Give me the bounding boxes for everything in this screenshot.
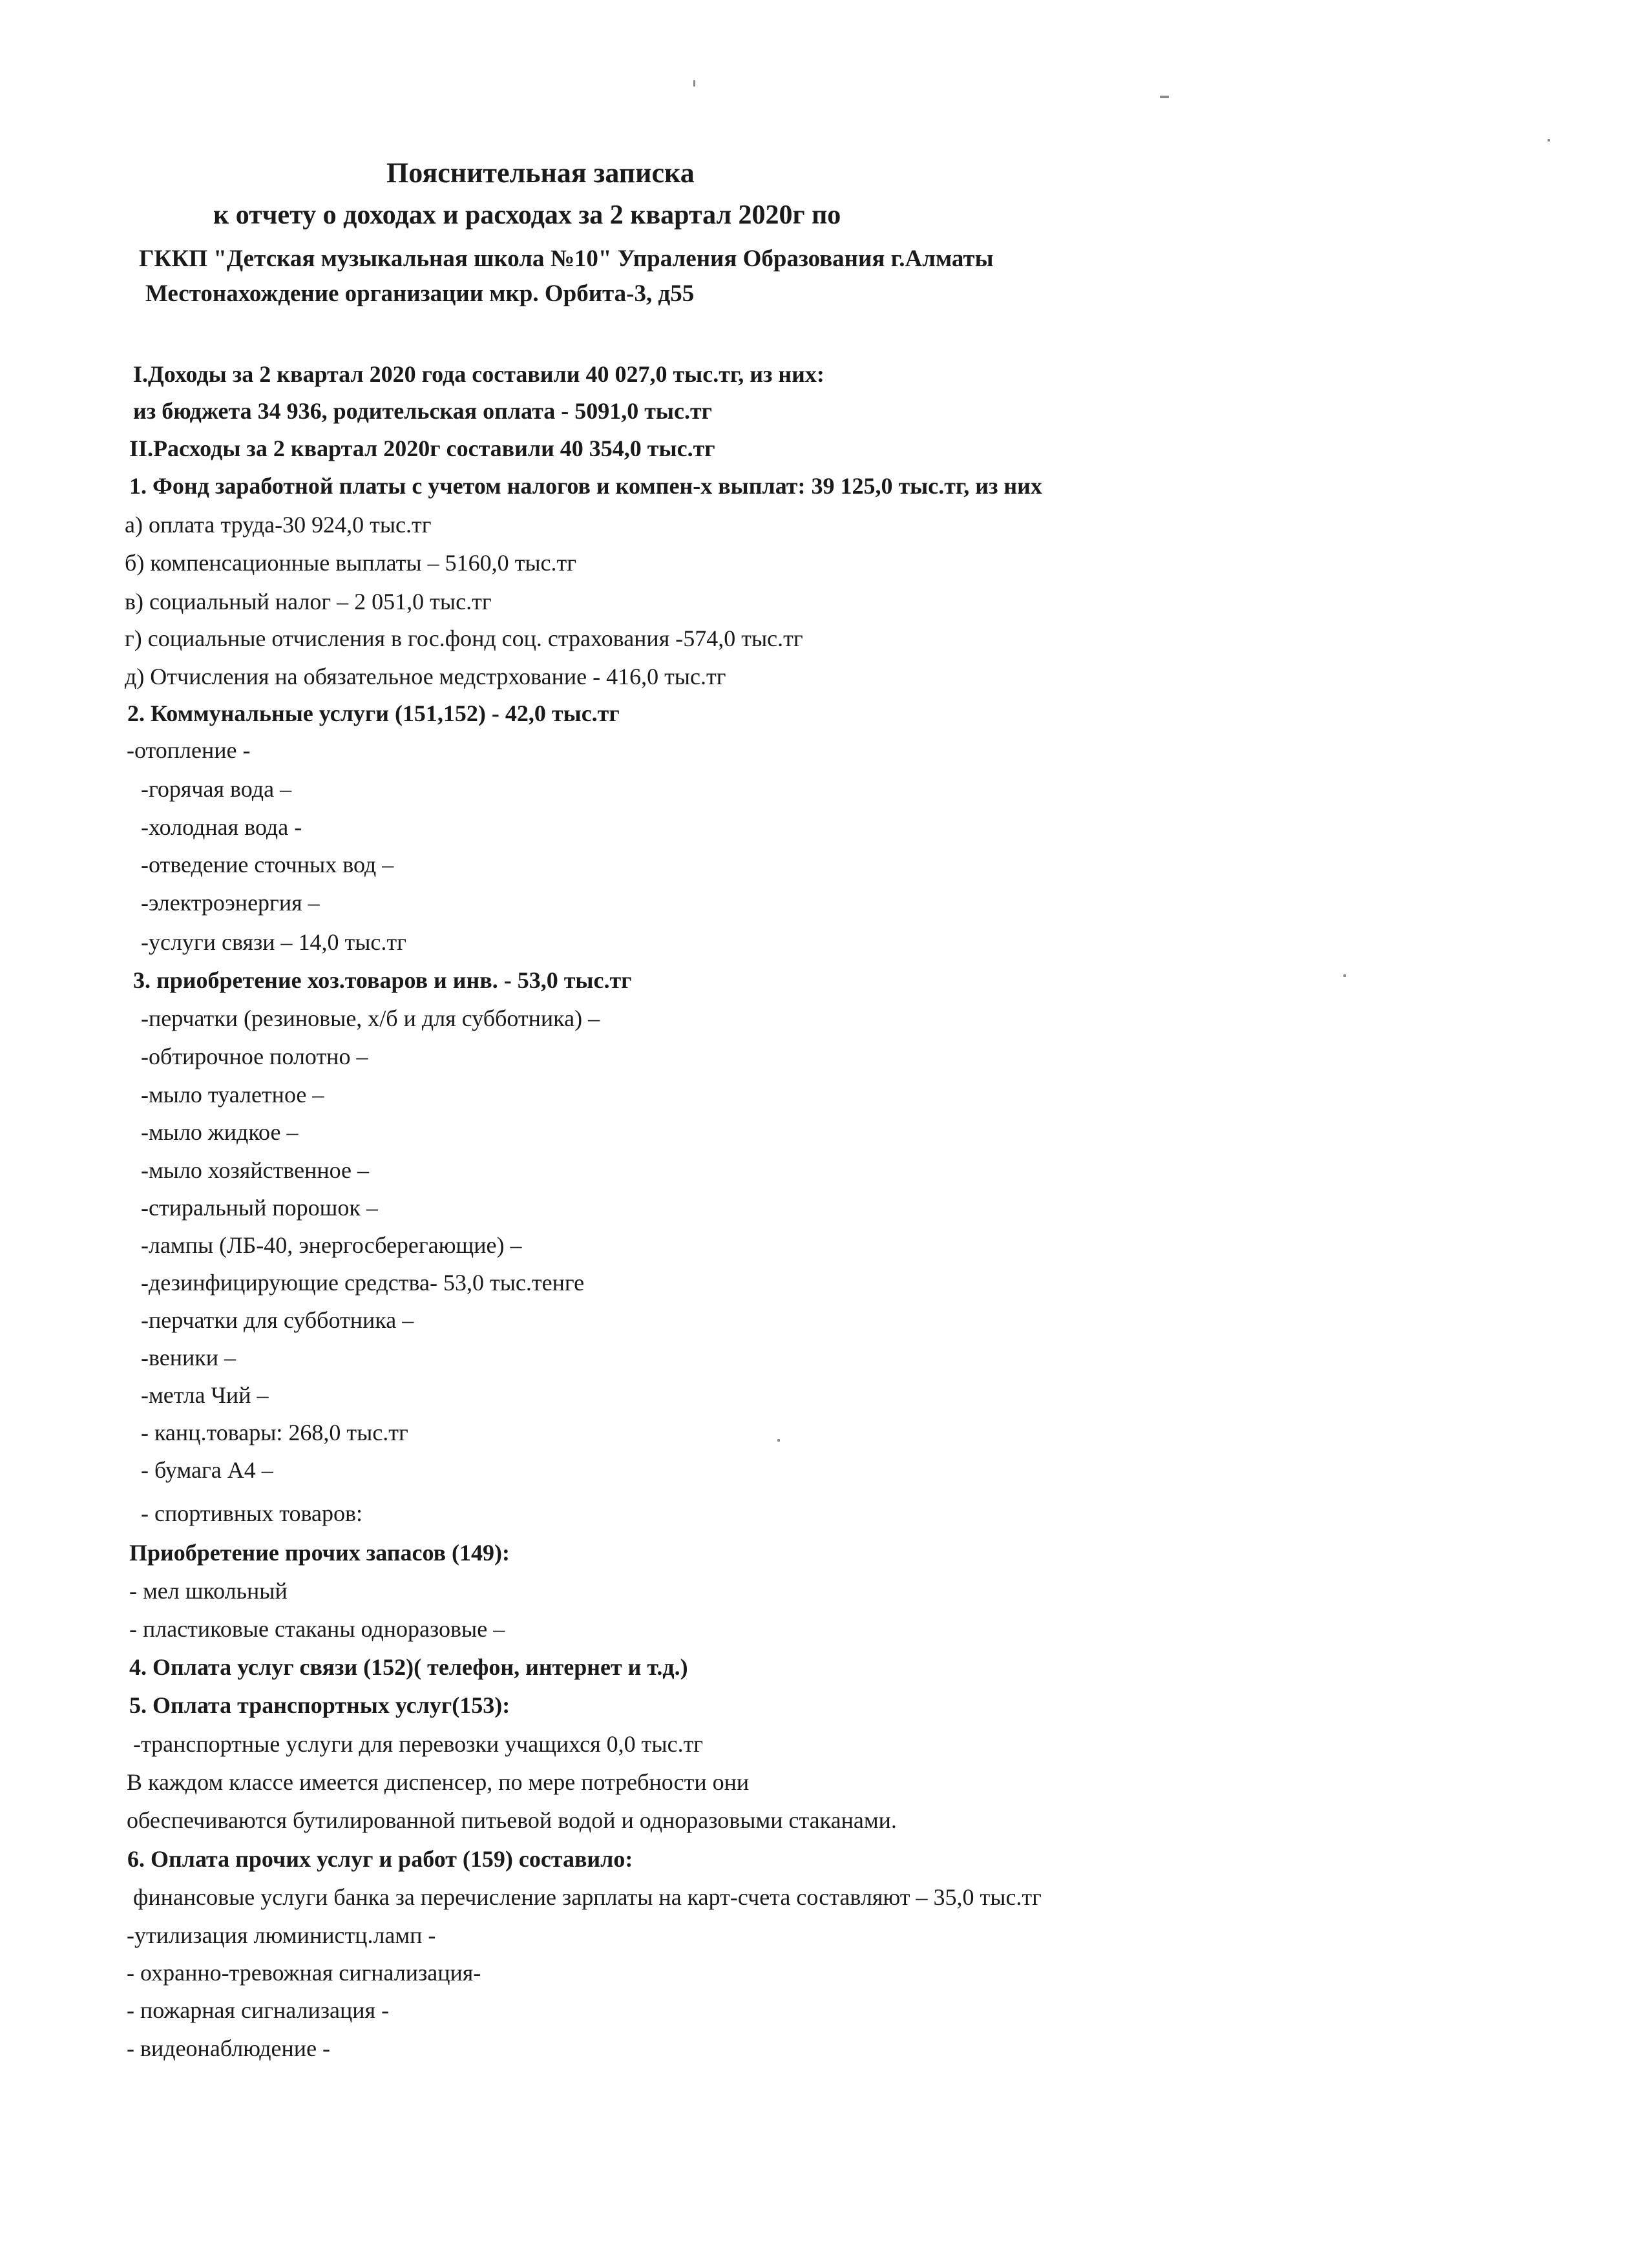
scan-speck xyxy=(777,1439,780,1442)
utilities-item: -отопление - xyxy=(127,737,251,763)
communication-heading: 4. Оплата услуг связи (152)( телефон, интернет и т.д.) xyxy=(129,1654,688,1680)
payroll-heading: 1. Фонд заработной платы с учетом налогов и компен-х выплат: 39 125,0 тыс.тг, из них xyxy=(129,473,1042,499)
goods-item: -перчатки для субботника – xyxy=(141,1307,414,1333)
scan-speck xyxy=(1160,96,1169,98)
goods-item: - канц.товары: 268,0 тыс.тг xyxy=(141,1420,408,1445)
payroll-item: б) компенсационные выплаты – 5160,0 тыс.тг xyxy=(125,550,576,576)
goods-item: -дезинфицирующие средства- 53,0 тыс.тенге xyxy=(141,1270,585,1296)
transport-item: -транспортные услуги для перевозки учащихся 0,0 тыс.тг xyxy=(133,1731,704,1757)
utilities-item: -холодная вода - xyxy=(141,814,302,840)
goods-item: - спортивных товаров: xyxy=(141,1500,362,1526)
payroll-item: д) Отчисления на обязательное медстрхование - 416,0 тыс.тг xyxy=(125,664,726,689)
document-title: Пояснительная записка xyxy=(386,157,695,189)
organization-name: ГККП "Детская музыкальная школа №10" Упраления Образования г.Алматы xyxy=(139,246,994,272)
scan-speck xyxy=(1548,139,1550,142)
utilities-heading: 2. Коммунальные услуги (151,152) - 42,0 тыс.тг xyxy=(127,700,620,726)
goods-item: -метла Чий – xyxy=(141,1382,269,1408)
other-services-item: финансовые услуги банка за перечисление зарплаты на карт-счета составляют – 35,0 тыс.тг xyxy=(133,1884,1042,1910)
transport-note: В каждом классе имеется диспенсер, по мере потребности они xyxy=(127,1769,750,1795)
goods-item: -мыло жидкое – xyxy=(141,1119,299,1145)
scan-speck xyxy=(693,80,695,87)
utilities-item: -горячая вода – xyxy=(141,776,292,802)
utilities-item: -отведение сточных вод – xyxy=(141,852,394,877)
income-detail: из бюджета 34 936, родительская оплата - 5091,0 тыс.тг xyxy=(133,398,713,424)
transport-heading: 5. Оплата транспортных услуг(153): xyxy=(129,1692,510,1718)
expenses-heading: II.Расходы за 2 квартал 2020г составили 40 354,0 тыс.тг xyxy=(129,436,715,461)
other-stock-item: - пластиковые стаканы одноразовые – xyxy=(129,1616,505,1642)
scan-speck xyxy=(1343,974,1346,977)
other-services-heading: 6. Оплата прочих услуг и работ (159) составило: xyxy=(127,1846,633,1872)
goods-item: -веники – xyxy=(141,1345,236,1370)
payroll-item: г) социальные отчисления в гос.фонд соц. страхования -574,0 тыс.тг xyxy=(125,625,803,651)
goods-item: -перчатки (резиновые, х/б и для субботника) – xyxy=(141,1005,600,1031)
payroll-item: в) социальный налог – 2 051,0 тыс.тг xyxy=(125,589,492,614)
goods-item: -обтирочное полотно – xyxy=(141,1044,368,1069)
goods-item: -мыло хозяйственное – xyxy=(141,1157,370,1183)
other-stock-item: - мел школьный xyxy=(129,1578,288,1604)
other-services-item: - охранно-тревожная сигнализация- xyxy=(127,1960,481,1986)
other-services-item: - видеонаблюдение - xyxy=(127,2035,331,2061)
utilities-item: -электроэнергия – xyxy=(141,890,320,916)
organization-location: Местонахождение организации мкр. Орбита-3, д55 xyxy=(145,280,695,307)
goods-heading: 3. приобретение хоз.товаров и инв. - 53,0 тыс.тг xyxy=(133,967,632,993)
utilities-item: -услуги связи – 14,0 тыс.тг xyxy=(141,929,406,955)
other-stock-heading: Приобретение прочих запасов (149): xyxy=(129,1540,510,1566)
goods-item: - бумага А4 – xyxy=(141,1457,273,1483)
goods-item: -лампы (ЛБ-40, энергосберегающие) – xyxy=(141,1232,522,1258)
other-services-item: -утилизация люминистц.ламп - xyxy=(127,1922,436,1948)
goods-item: -стиральный порошок – xyxy=(141,1195,378,1221)
document-subtitle: к отчету о доходах и расходах за 2 квартал 2020г по xyxy=(213,200,841,230)
other-services-item: - пожарная сигнализация - xyxy=(127,1997,390,2023)
income-heading: I.Доходы за 2 квартал 2020 года составили 40 027,0 тыс.тг, из них: xyxy=(133,361,824,387)
transport-note: обеспечиваются бутилированной питьевой водой и одноразовыми стаканами. xyxy=(127,1807,897,1833)
goods-item: -мыло туалетное – xyxy=(141,1082,324,1108)
payroll-item: а) оплата труда-30 924,0 тыс.тг xyxy=(125,512,432,538)
